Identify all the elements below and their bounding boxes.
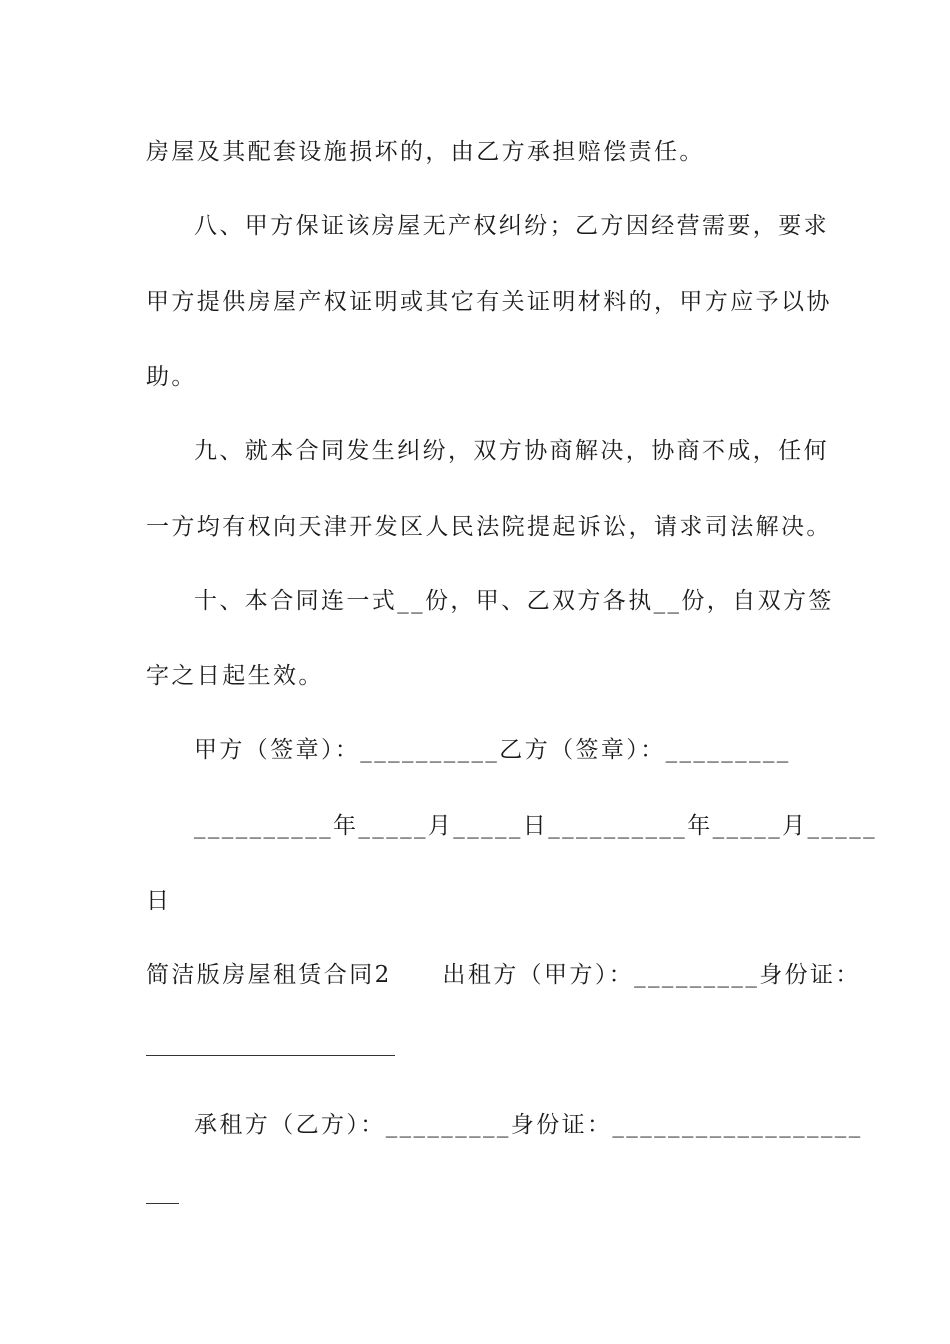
- clause-9-line-2: 一方均有权向天津开发区人民法院提起诉讼，请求司法解决。: [146, 514, 832, 540]
- date-line: __________年_____月_____日__________年_____月_____: [194, 813, 877, 839]
- date-line-end: 日: [146, 888, 172, 914]
- clause-10-line-1: 十、本合同连一式__份，甲、乙双方各执__份，自双方签: [194, 588, 834, 614]
- id-blank-line: [146, 1055, 395, 1056]
- clause-8-line-2: 甲方提供房屋产权证明或其它有关证明材料的，甲方应予以协: [146, 289, 832, 315]
- tenant-id-blank-continuation: [146, 1203, 179, 1204]
- clause-10-line-2: 字之日起生效。: [146, 663, 324, 689]
- clause-9-line-1: 九、就本合同发生纠纷，双方协商解决，协商不成，任何: [194, 438, 829, 464]
- tenant-line: 承租方（乙方）：_________身份证：__________________: [194, 1112, 863, 1138]
- paragraph-line: 房屋及其配套设施损坏的，由乙方承担赔偿责任。: [146, 139, 705, 165]
- contract-2-heading-line: 简洁版房屋租赁合同2 出租方（甲方）：_________身份证：: [146, 962, 861, 988]
- clause-8-line-1: 八、甲方保证该房屋无产权纠纷；乙方因经营需要，要求: [194, 213, 829, 239]
- clause-8-line-3: 助。: [146, 364, 197, 390]
- signature-line: 甲方（签章）：__________乙方（签章）：_________: [194, 737, 791, 763]
